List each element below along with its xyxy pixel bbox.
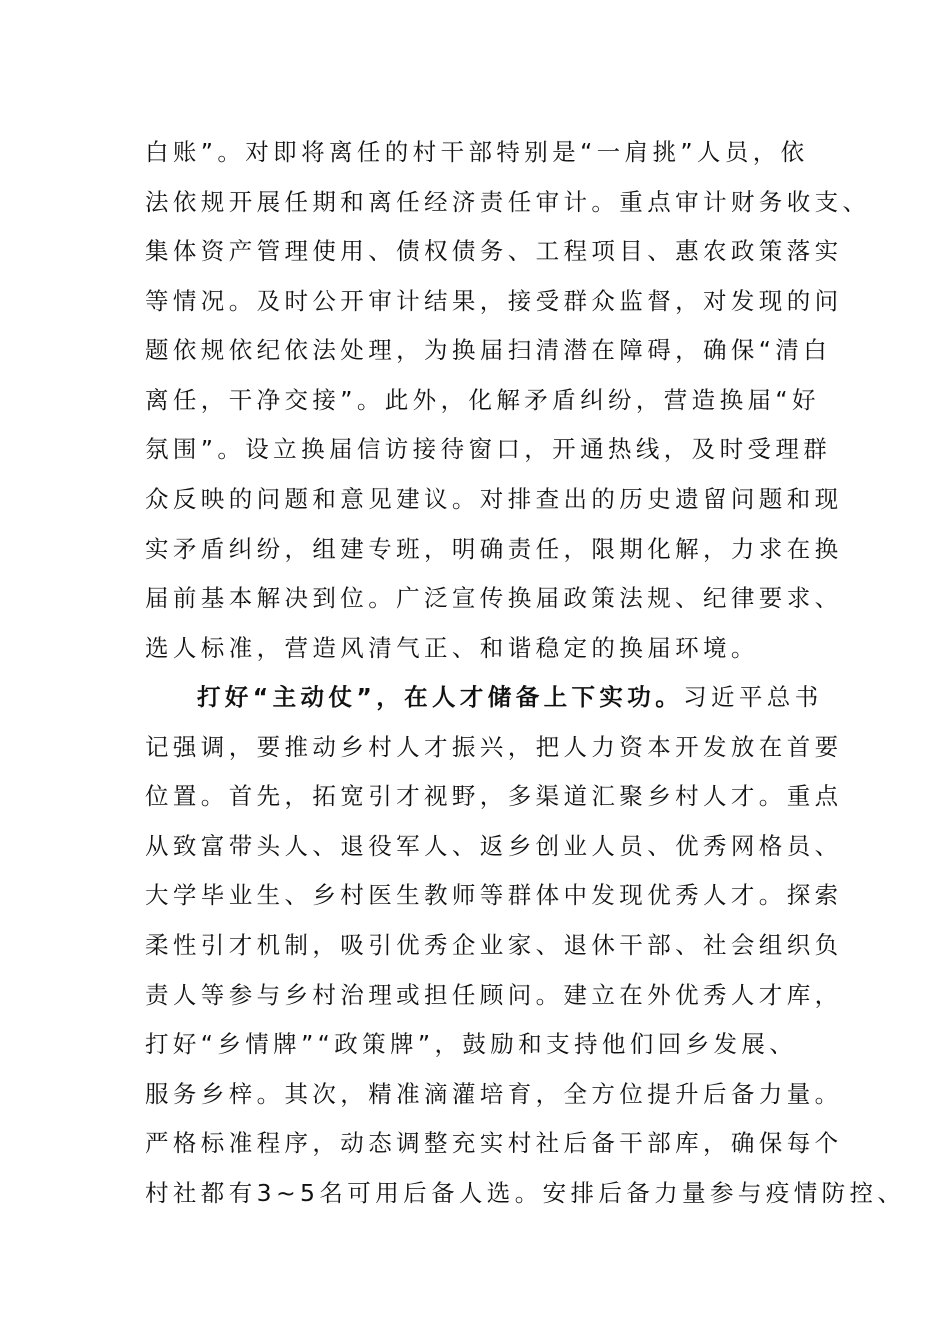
text-line: 等情况。及时公开审计结果，接受群众监督，对发现的问	[145, 287, 843, 315]
text-line: 从致富带头人、退役军人、返乡创业人员、优秀网格员、	[145, 832, 843, 860]
text-line: 村社都有3~5名可用后备人选。安排后备力量参与疫情防控、	[145, 1179, 906, 1207]
text-line: 白账”。对即将离任的村干部特别是“一肩挑”人员，依	[145, 138, 809, 166]
text-line: 位置。首先，拓宽引才视野，多渠道汇聚乡村人才。重点	[145, 782, 843, 810]
text-line: 选人标准，营造风清气正、和谐稳定的换届环境。	[145, 634, 759, 662]
text-line: 责人等参与乡村治理或担任顾问。建立在外优秀人才库，	[145, 981, 843, 1009]
text-line: 离任，干净交接”。此外，化解矛盾纠纷，营造换届“好	[145, 386, 820, 414]
text-line: 记强调，要推动乡村人才振兴，把人力资本开发放在首要	[145, 733, 843, 761]
paragraph-heading-line	[197, 682, 823, 712]
paragraph-heading: 打好“主动仗”，在人才储备上下实功。	[197, 683, 684, 711]
text-line: 打好“乡情牌”“政策牌”，鼓励和支持他们回乡发展、	[145, 1030, 798, 1058]
text-line: 众反映的问题和意见建议。对排查出的历史遗留问题和现	[145, 485, 843, 513]
text-line: 大学毕业生、乡村医生教师等群体中发现优秀人才。探索	[145, 881, 843, 909]
text-line: 服务乡梓。其次，精准滴灌培育，全方位提升后备力量。	[145, 1080, 843, 1108]
text-line: 柔性引才机制，吸引优秀企业家、退休干部、社会组织负	[145, 931, 843, 959]
text-line: 氛围”。设立换届信访接待窗口，开通热线，及时受理群	[145, 435, 832, 463]
text-line: 集体资产管理使用、债权债务、工程项目、惠农政策落实	[145, 237, 843, 265]
text-span: 习近平总书	[683, 683, 823, 711]
text-line: 法依规开展任期和离任经济责任审计。重点审计财务收支、	[145, 188, 871, 216]
text-line: 题依规依纪依法处理，为换届扫清潜在障碍，确保“清白	[145, 336, 832, 364]
text-line: 届前基本解决到位。广泛宣传换届政策法规、纪律要求、	[145, 584, 843, 612]
text-line: 严格标准程序，动态调整充实村社后备干部库，确保每个	[145, 1129, 843, 1157]
text-line: 实矛盾纠纷，组建专班，明确责任，限期化解，力求在换	[145, 535, 843, 563]
